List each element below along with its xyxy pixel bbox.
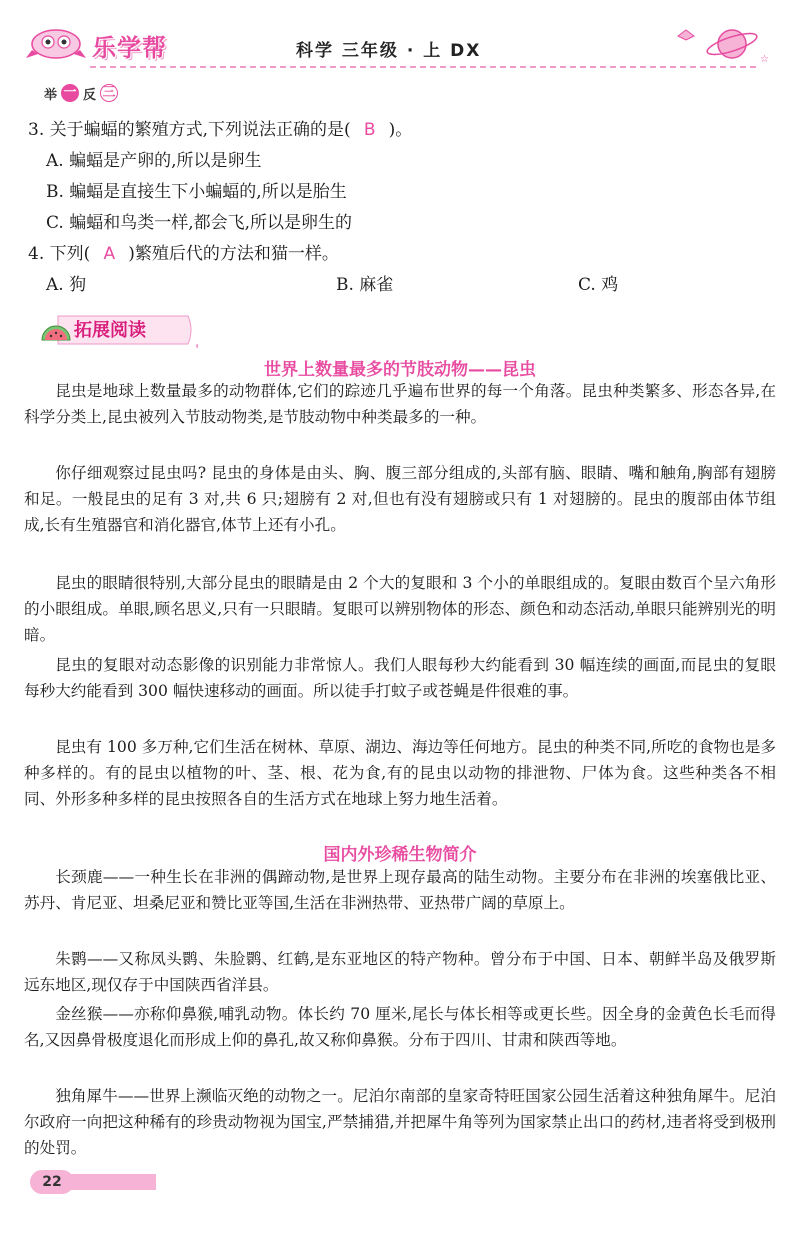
article-1-title: 世界上数量最多的节肢动物——昆虫 (264, 360, 536, 380)
question-4-option-b: B. 麻雀 (336, 275, 394, 295)
tag-char: 一 (61, 84, 79, 102)
svg-text:☆: ☆ (760, 54, 769, 65)
article-1-paragraph: 你仔细观察过昆虫吗? 昆虫的身体是由头、胸、腹三部分组成的,头部有脑、眼睛、嘴和触角,胸部有翅膀和足。一般昆虫的足有 3 对,共 6 只;翅膀有 2 对,但也有没有翅膀或只有 1 对翅膀的。昆虫的腹部由体节组成,长有生殖器官和消化器官,体节上还有小孔。 (24, 464, 776, 534)
page-header (0, 0, 800, 72)
question-4-option-c: C. 鸡 (578, 275, 619, 295)
page-subject: 科学 三年级 · 上 DX (296, 41, 482, 61)
page-number-bar (60, 1174, 156, 1190)
article-1-paragraph: 昆虫的复眼对动态影像的识别能力非常惊人。我们人眼每秒大约能看到 30 幅连续的画面,而昆虫的复眼每秒大约能看到 300 幅快速移动的画面。所以徒手打蚊子或苍蝇是件很难的事。 (24, 656, 776, 700)
question-4-option-a: A. 狗 (46, 275, 87, 295)
question-3-stem: 3. 关于蝙蝠的繁殖方式,下列说法正确的是( B )。 (28, 120, 413, 140)
question-3-option-b: B. 蝙蝠是直接生下小蝙蝠的,所以是胎生 (46, 182, 347, 202)
page-number: 22 (30, 1170, 74, 1194)
extended-reading-label: 拓展阅读 (74, 320, 146, 341)
article-1-paragraph: 昆虫是地球上数量最多的动物群体,它们的踪迹几乎遍布世界的每一个角落。昆虫种类繁多、形态各异,在科学分类上,昆虫被列入节肢动物类,是节肢动物中种类最多的一种。 (24, 382, 776, 426)
planet-decoration-icon (660, 18, 770, 68)
tag-char: 反 (83, 87, 97, 103)
tag-char: 举 (44, 87, 58, 103)
question-3-option-a: A. 蝙蝠是产卵的,所以是卵生 (46, 151, 262, 171)
question-4-answer: A (103, 244, 116, 264)
article-2-paragraph: 独角犀牛——世界上濒临灭绝的动物之一。尼泊尔南部的皇家奇特旺国家公园生活着这种独角犀牛。尼泊尔政府一向把这种稀有的珍贵动物视为国宝,严禁捕猎,并把犀牛角等列为国家禁止出口的药材,违者将受到极刑的处罚。 (24, 1087, 776, 1157)
article-2-title: 国内外珍稀生物简介 (323, 845, 477, 865)
article-1-paragraph: 昆虫有 100 多万种,它们生活在树林、草原、湖边、海边等任何地方。昆虫的种类不同,所吃的食物也是多种多样的。有的昆虫以植物的叶、茎、根、花为食,有的昆虫以动物的排泄物、尸体为食。这些种类各不相同、外形多种多样的昆虫按照各自的生活方式在地球上努力地生活着。 (24, 738, 776, 808)
article-2-paragraph: 金丝猴——亦称仰鼻猴,哺乳动物。体长约 70 厘米,尾长与体长相等或更长些。因全身的金黄色长毛而得名,又因鼻骨极度退化而形成上仰的鼻孔,故又称仰鼻猴。分布于四川、甘肃和陕西等地。 (24, 1005, 776, 1049)
question-3-answer: B (363, 120, 376, 140)
mascot-rocket-icon (26, 20, 86, 62)
article-1-paragraph: 昆虫的眼睛很特别,大部分昆虫的眼睛是由 2 个大的复眼和 3 个小的单眼组成的。复眼由数百个呈六角形的小眼组成。单眼,顾名思义,只有一只眼睛。复眼可以辨别物体的形态、颜色和动态活动,单眼只能辨别光的明暗。 (24, 574, 776, 644)
header-divider (90, 66, 758, 68)
section-tag-jyfs (42, 82, 118, 104)
article-2-paragraph: 长颈鹿——一种生长在非洲的偶蹄动物,是世界上现存最高的陆生动物。主要分布在非洲的埃塞俄比亚、苏丹、肯尼亚、坦桑尼亚和赞比亚等国,生活在非洲热带、亚热带广阔的草原上。 (24, 868, 776, 912)
question-4-stem: 4. 下列( A )繁殖后代的方法和猫一样。 (28, 244, 339, 264)
brand-logo: 乐学帮 (92, 34, 167, 62)
tag-char: 三 (100, 84, 118, 102)
question-3-option-c: C. 蝙蝠和鸟类一样,都会飞,所以是卵生的 (46, 213, 353, 233)
article-2-paragraph: 朱鹮——又称凤头鹮、朱脸鹮、红鹤,是东亚地区的特产物种。曾分布于中国、日本、朝鲜半岛及俄罗斯远东地区,现仅存于中国陕西省洋县。 (24, 950, 776, 994)
